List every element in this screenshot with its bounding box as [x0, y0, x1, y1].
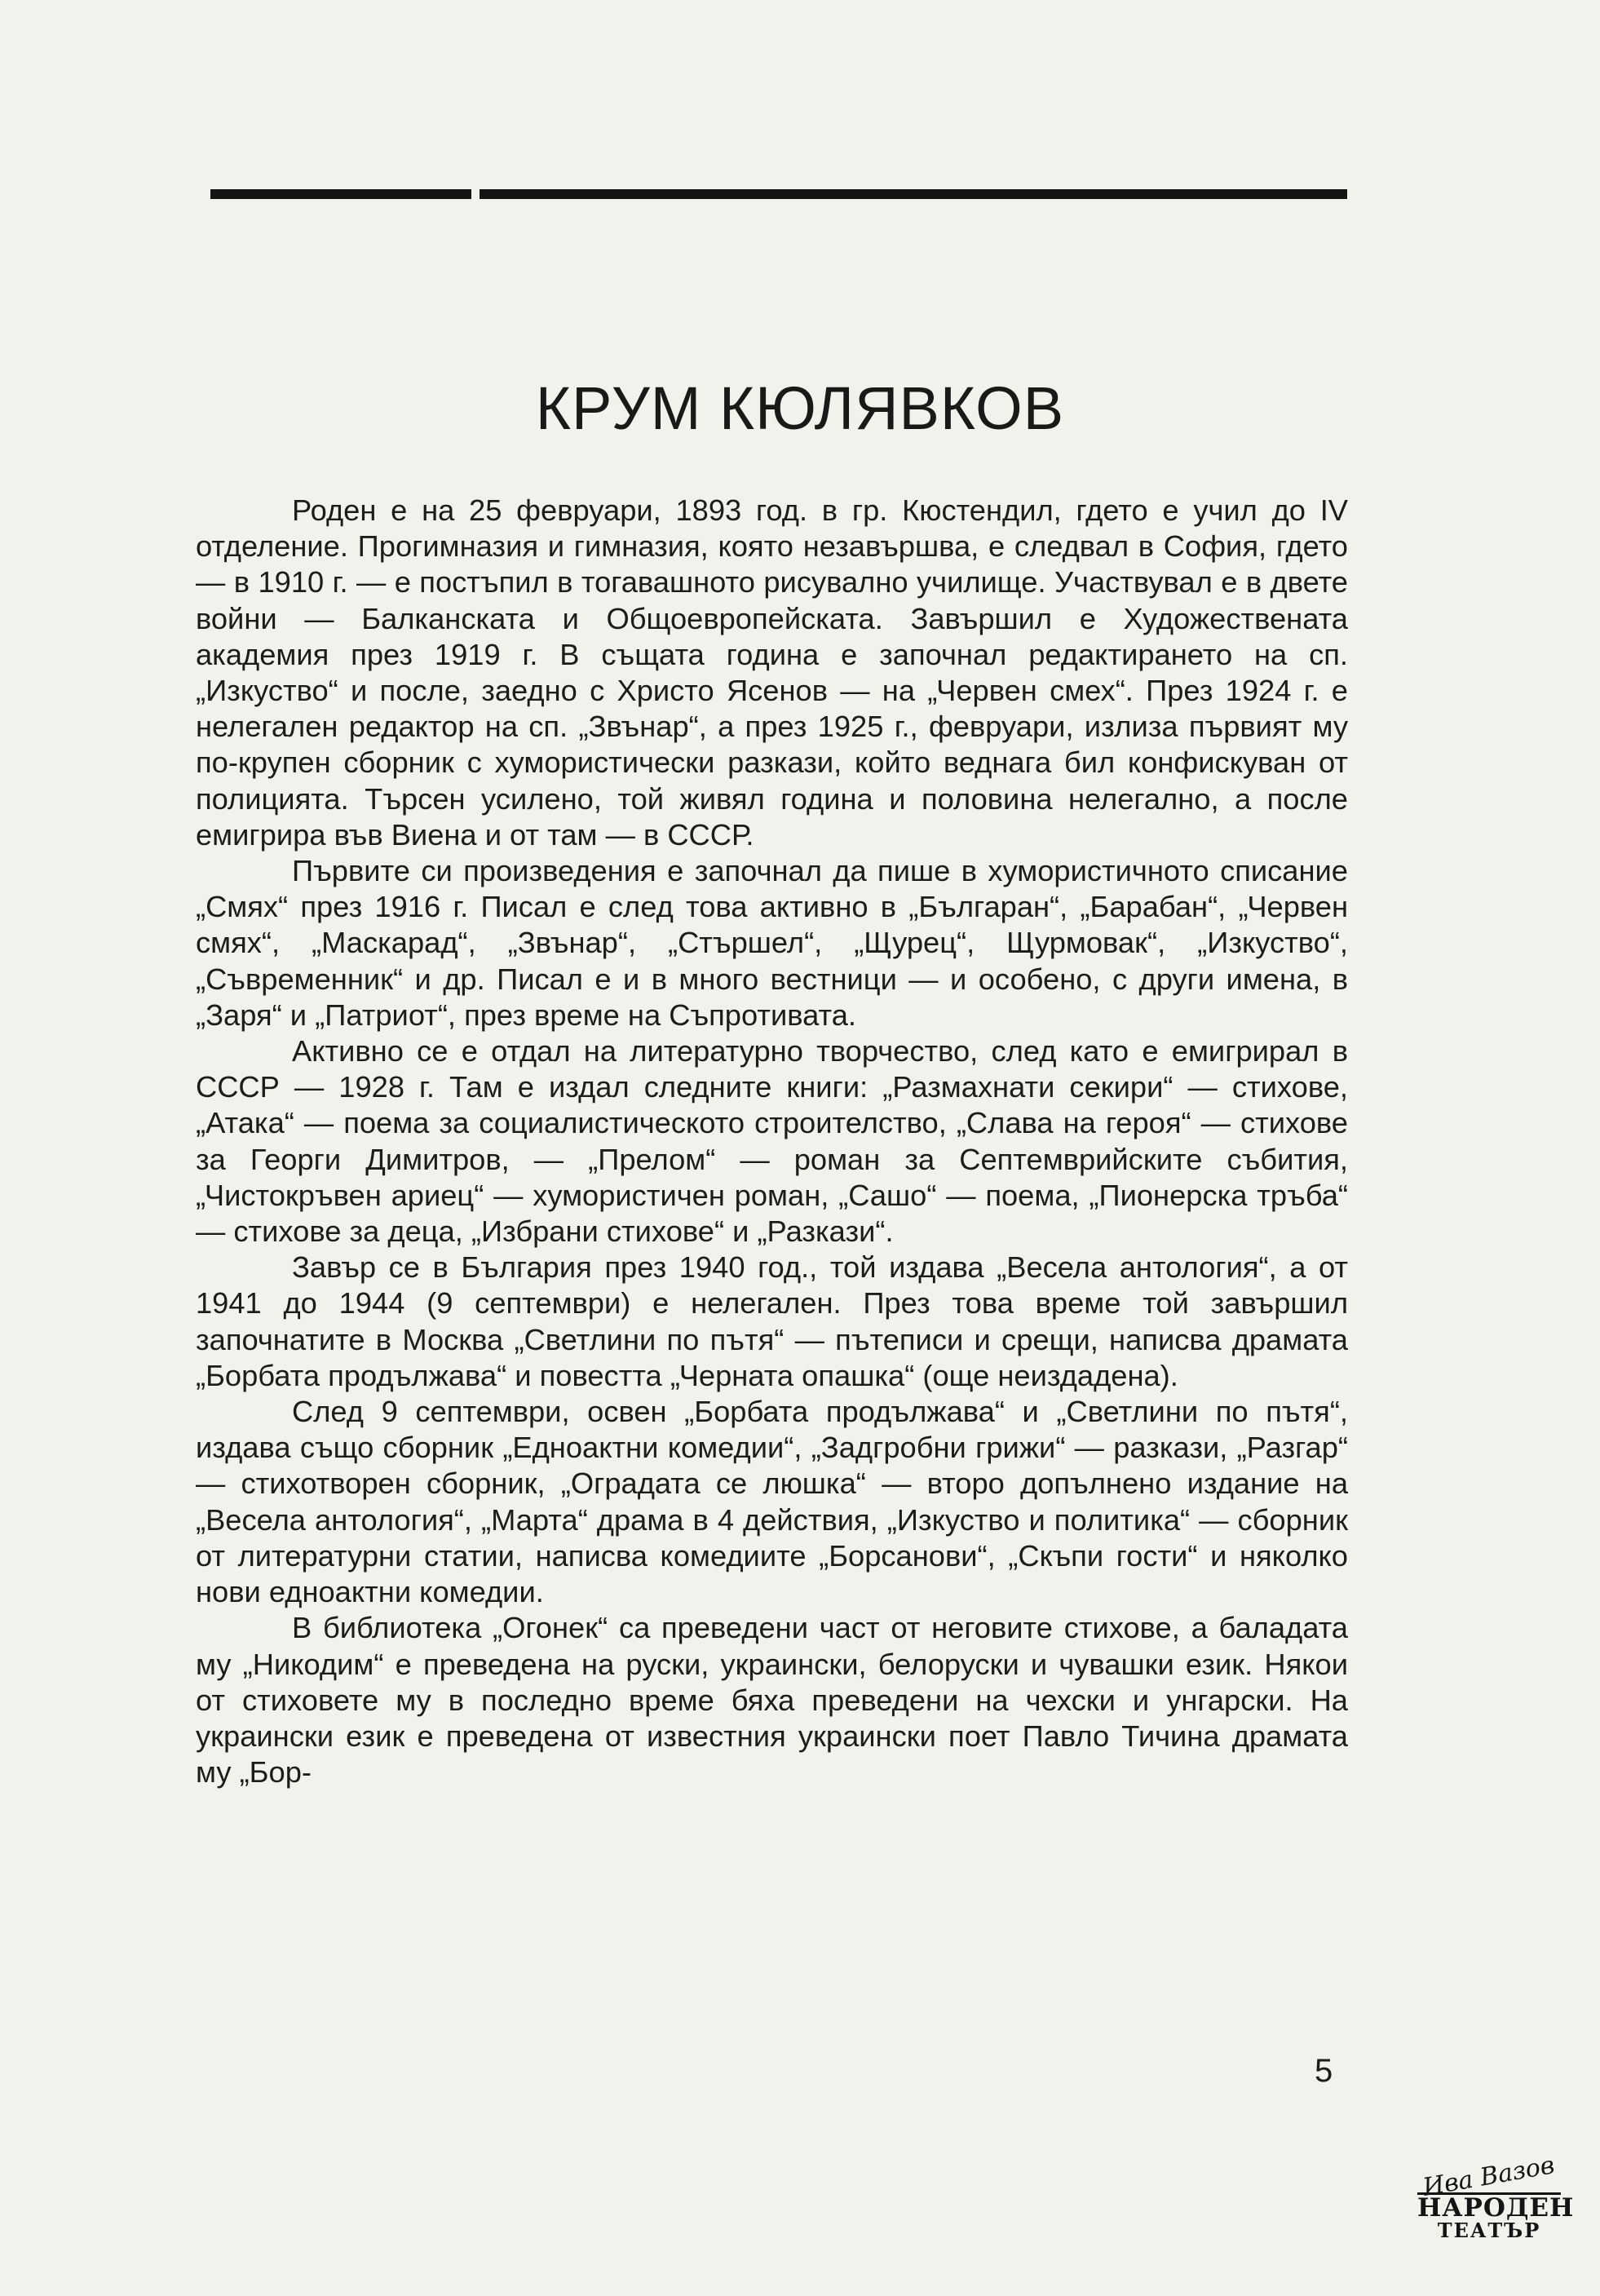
paragraph-after-september: След 9 септември, освен „Борбата продължава“ и „Светлини по пътя“, издава също сборник „Едноактни комедии“, „Задгробни грижи“ — разкази, „Разгар“ — стихотворен сборник, „Оградата се люшка“ — второ допълнено издание на „Весела антология“, „Марта“ драма в 4 действия, „Изкуство и политика“ — сборник от литературни статии, написва комедиите „Борсанови“, „Скъпи гости“ и няколко нови едноактни комедии. — [196, 1395, 1348, 1609]
biography-text — [196, 493, 1348, 1790]
paragraph-return-bulgaria: Завър се в България през 1940 год., той издава „Весела антология“, а от 1941 до 1944 (9 септември) е нелегален. През това време той завършил започнатите в Москва „Светлини по пътя“ — пътеписи и срещи, написва драмата „Борбата продължава“ и повестта „Черната опашка“ (още неиздадена). — [196, 1250, 1348, 1392]
stamp-sub: ТЕАТЪР — [1437, 2219, 1541, 2242]
national-theatre-stamp — [1417, 2151, 1575, 2263]
paragraph-birth-education: Роден е на 25 февруари, 1893 год. в гр. Кюстендил, гдето е учил до IV отделение. Прогимназия и гимназия, която незавършва, е следвал в София, гдето — в 1910 г. — е постъпил в тогавашното рисувално училище. Участвувал е в двете войни — Балканската и Общоевропейската. Завършил е Художествената академия през 1919 г. В същата година е започнал редактирането на сп. „Изкуство“ и после, заедно с Христо Ясенов — на „Червен смех“. През 1924 г. е нелегален редактор на сп. „Звънар“, а през 1925 г., февруари, излиза първият му по-крупен сборник с хумористически разкази, който веднага бил конфискуван от полицията. Търсен усилено, той живял година и половина нелегално, а после емигрира във Виена и от там — в СССР. — [196, 493, 1348, 852]
paragraph-first-works: Първите си произведения е започнал да пише в хумористичното списание „Смях“ през 1916 г. Писал е след това активно в „Българан“, „Барабан“, „Червен смях“, „Маскарад“, „Звънар“, „Стършел“, „Щурец“, Щурмовак“, „Изкуство“, „Съвременник“ и др. Писал е и в много вестници — и особено, с други имена, в „Заря“ и „Патриот“, през време на Съпротивата. — [196, 854, 1348, 1032]
top-rule-right — [480, 189, 1347, 199]
paragraph-translations: В библиотека „Огонек“ са преведени част от неговите стихове, а баладата му „Никодим“ е преведена на руски, украински, белоруски и чувашки език. Някои от стиховете му в последно време бяха преведени на чехски и унгарски. На украински език е преведена от известния украински поет Павло Тичина драмата му „Бор- — [196, 1611, 1348, 1789]
paragraph-ussr-works: Активно се е отдал на литературно творчество, след като е емигрирал в СССР — 1928 г. Там е издал следните книги: „Размахнати секири“ — стихове, „Атака“ — поема за социалистическото строителство, „Слава на героя“ — стихове за Георги Димитров, — „Прелом“ — роман за Септемврийските събития, „Чистокръвен ариец“ — хумористичен роман, „Сашо“ — поема, „Пионерска тръба“ — стихове за деца, „Избрани стихове“ и „Разкази“. — [196, 1034, 1348, 1249]
top-rule-left — [210, 189, 471, 199]
page-number: 5 — [1315, 2053, 1333, 2089]
stamp-script: Ива Вазов — [1421, 2151, 1557, 2202]
page-title: КРУМ КЮЛЯВКОВ — [535, 374, 1065, 442]
stamp-main: НАРОДЕН — [1417, 2193, 1575, 2223]
